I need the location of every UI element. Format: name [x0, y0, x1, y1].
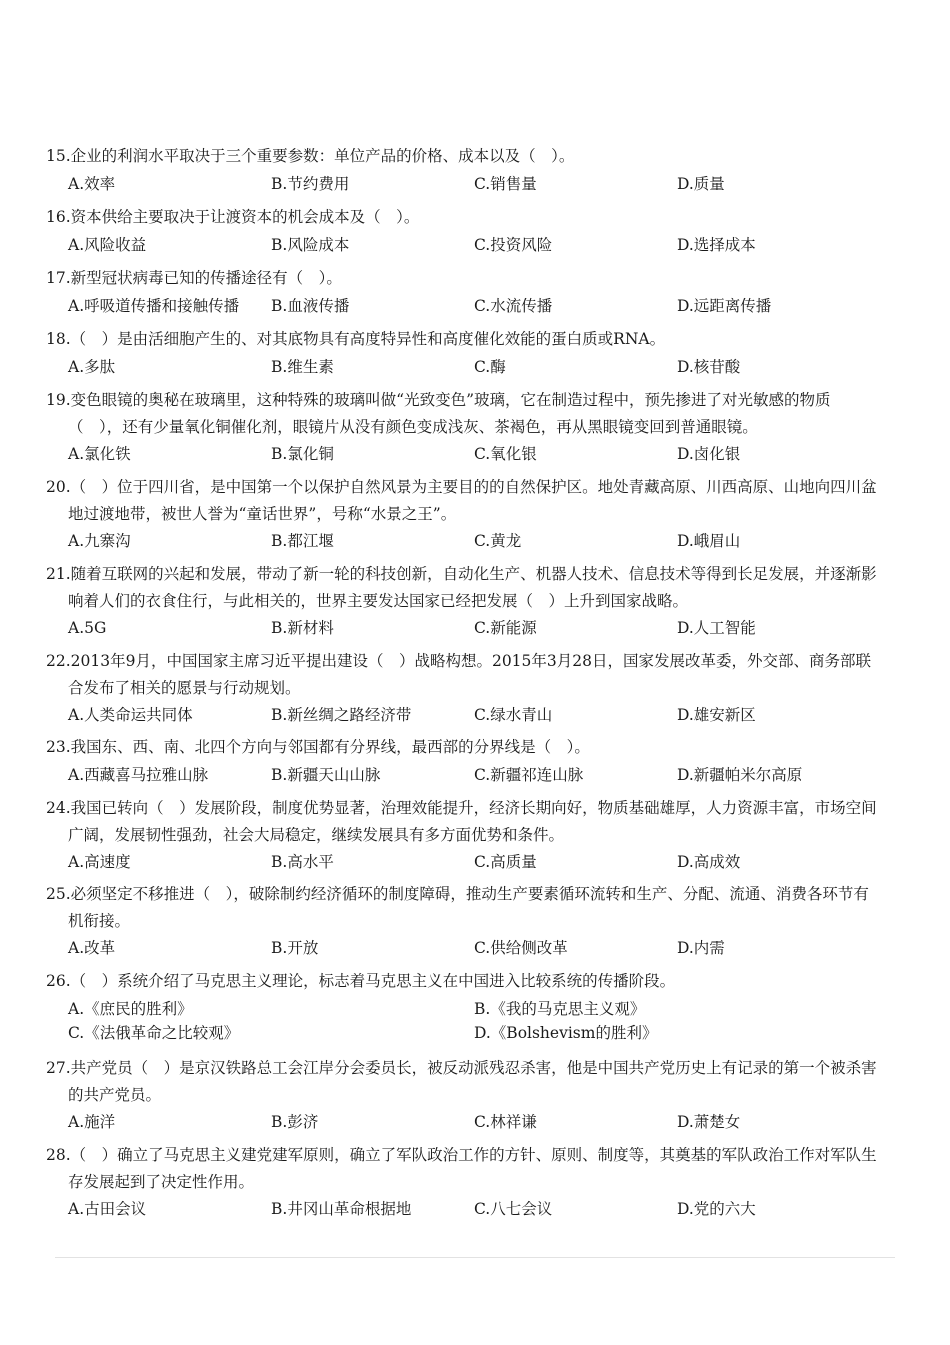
option-b: B.高水平 — [271, 853, 334, 871]
question-20 — [46, 474, 882, 558]
option-c: C.投资风险 — [474, 235, 553, 254]
question-stem: 17.新型冠状病毒已知的传播途径有（ ）。 — [46, 269, 342, 287]
question-stem: 26.（ ）系统介绍了马克思主义理论，标志着马克思主义在中国进入比较系统的传播阶段。 — [46, 972, 676, 990]
question-stem: 25.必须坚定不移推进（ ），破除制约经济循环的制度障碍，推动生产要素循环流转和生产、分配、流通、消费各环节有机衔接。 — [46, 885, 869, 930]
option-b: B.风险成本 — [271, 235, 350, 254]
option-row — [46, 615, 882, 645]
question-16 — [46, 204, 882, 262]
option-d: D.萧楚女 — [677, 1113, 741, 1131]
option-b: B.开放 — [271, 939, 319, 957]
option-b: B.新疆天山山脉 — [271, 765, 381, 784]
option-row — [46, 1109, 882, 1139]
option-a: A.西藏喜马拉雅山脉 — [68, 765, 209, 784]
option-d: D.雄安新区 — [677, 706, 756, 724]
option-c: C.绿水青山 — [474, 706, 553, 724]
option-row — [46, 528, 882, 558]
question-stem: 20.（ ）位于四川省，是中国第一个以保护自然风景为主要目的的自然保护区。地处青藏高原、川西高原、山地向四川盆地过渡地带，被世人誉为“童话世界”，号称“水景之王”。 — [46, 478, 877, 523]
question-stem: 22.2013年9月，中国国家主席习近平提出建设（ ）战略构想。2015年3月28日，国家发展改革委，外交部、商务部联合发布了相关的愿景与行动规划。 — [46, 652, 871, 697]
option-d: D.人工智能 — [677, 619, 756, 637]
option-row — [46, 232, 882, 262]
option-row — [46, 935, 882, 965]
option-c: C.黄龙 — [474, 532, 522, 550]
option-d: D.核苷酸 — [677, 357, 741, 376]
option-b: B.新材料 — [271, 619, 334, 637]
option-a: A.高速度 — [68, 853, 131, 871]
question-27 — [46, 1055, 882, 1139]
option-b: B.节约费用 — [271, 174, 350, 193]
option-a: A.九寨沟 — [68, 532, 131, 550]
option-row — [46, 354, 882, 384]
option-a: A.人类命运共同体 — [68, 706, 193, 724]
option-d: D.选择成本 — [677, 235, 756, 254]
option-row — [46, 293, 882, 323]
question-18 — [46, 326, 882, 384]
option-row — [46, 702, 882, 732]
question-28 — [46, 1142, 882, 1226]
question-stem: 18.（ ）是由活细胞产生的、对其底物具有高度特异性和高度催化效能的蛋白质或RNA。 — [46, 330, 666, 348]
question-stem: 28.（ ）确立了马克思主义建党建军原则，确立了军队政治工作的方针、原则、制度等，其奠基的军队政治工作对军队生存发展起到了决定性作用。 — [46, 1146, 877, 1191]
option-a: A.5G — [68, 619, 107, 637]
option-a: A.施洋 — [68, 1113, 116, 1131]
question-stem: 24.我国已转向（ ）发展阶段，制度优势显著，治理效能提升，经济长期向好，物质基础雄厚，人力资源丰富，市场空间广阔，发展韧性强劲，社会大局稳定，继续发展具有多方面优势和条件。 — [46, 799, 877, 844]
option-d: D.峨眉山 — [677, 532, 741, 550]
option-a: A.《庶民的胜利》 — [68, 999, 193, 1018]
option-a: A.风险收益 — [68, 235, 147, 254]
question-stem: 21.随着互联网的兴起和发展，带动了新一轮的科技创新，自动化生产、机器人技术、信息技术等得到长足发展，并逐渐影响着人们的衣食住行，与此相关的，世界主要发达国家已经把发展（ ）上升到国家战略。 — [46, 565, 877, 610]
option-b: B.氯化铜 — [271, 445, 334, 463]
option-row — [46, 441, 882, 471]
question-25 — [46, 881, 882, 965]
option-a: A.呼吸道传播和接触传播 — [68, 296, 240, 315]
option-a: A.古田会议 — [68, 1200, 147, 1218]
option-b: B.《我的马克思主义观》 — [474, 999, 646, 1018]
option-b: B.维生素 — [271, 357, 334, 376]
option-c: C.氧化银 — [474, 445, 537, 463]
option-c: C.新能源 — [474, 619, 537, 637]
option-d: D.党的六大 — [677, 1200, 756, 1218]
option-b: B.血液传播 — [271, 296, 350, 315]
question-23 — [46, 734, 882, 792]
option-a: A.改革 — [68, 939, 116, 957]
option-row — [46, 1196, 882, 1226]
option-row — [46, 171, 882, 201]
option-a: A.效率 — [68, 174, 116, 193]
question-21 — [46, 561, 882, 645]
question-15 — [46, 143, 882, 201]
option-row — [46, 849, 882, 879]
option-a: A.氯化铁 — [68, 445, 131, 463]
option-c: C.酶 — [474, 357, 506, 376]
question-22 — [46, 648, 882, 732]
option-d: D.内需 — [677, 939, 725, 957]
option-d: D.质量 — [677, 174, 725, 193]
option-b: B.新丝绸之路经济带 — [271, 706, 412, 724]
question-stem: 16.资本供给主要取决于让渡资本的机会成本及（ ）。 — [46, 208, 420, 226]
option-a: A.多肽 — [68, 357, 116, 376]
option-c: C.高质量 — [474, 853, 537, 871]
option-c: C.新疆祁连山脉 — [474, 765, 584, 784]
question-26 — [46, 968, 882, 1050]
option-c: C.八七会议 — [474, 1200, 553, 1218]
option-row — [46, 996, 882, 1050]
option-d: D.《Bolshevism的胜利》 — [474, 1023, 658, 1042]
question-stem: 23.我国东、西、南、北四个方向与邻国都有分界线，最西部的分界线是（ ）。 — [46, 738, 590, 756]
option-d: D.远距离传播 — [677, 296, 772, 315]
option-c: C.《法俄革命之比较观》 — [68, 1023, 240, 1042]
option-d: D.新疆帕米尔高原 — [677, 765, 803, 784]
option-b: B.彭济 — [271, 1113, 319, 1131]
question-24 — [46, 795, 882, 879]
option-row — [46, 762, 882, 792]
option-c: C.水流传播 — [474, 296, 553, 315]
question-stem: 15.企业的利润水平取决于三个重要参数：单位产品的价格、成本以及（ ）。 — [46, 147, 575, 165]
question-stem: 19.变色眼镜的奥秘在玻璃里，这种特殊的玻璃叫做“光致变色”玻璃，它在制造过程中，预先掺进了对光敏感的物质（ ），还有少量氧化铜催化剂，眼镜片从没有颜色变成浅灰、茶褐色，再从黑眼镜变回到普通眼镜。 — [46, 391, 831, 436]
option-b: B.都江堰 — [271, 532, 334, 550]
option-c: C.销售量 — [474, 174, 537, 193]
question-19 — [46, 387, 882, 471]
option-d: D.卤化银 — [677, 445, 741, 463]
question-17 — [46, 265, 882, 323]
option-c: C.供给侧改革 — [474, 939, 568, 957]
option-d: D.高成效 — [677, 853, 741, 871]
question-stem: 27.共产党员（ ）是京汉铁路总工会江岸分会委员长，被反动派残忍杀害，他是中国共产党历史上有记录的第一个被杀害的共产党员。 — [46, 1059, 877, 1104]
option-c: C.林祥谦 — [474, 1113, 537, 1131]
footer-divider — [55, 1257, 895, 1258]
option-b: B.井冈山革命根据地 — [271, 1200, 412, 1218]
